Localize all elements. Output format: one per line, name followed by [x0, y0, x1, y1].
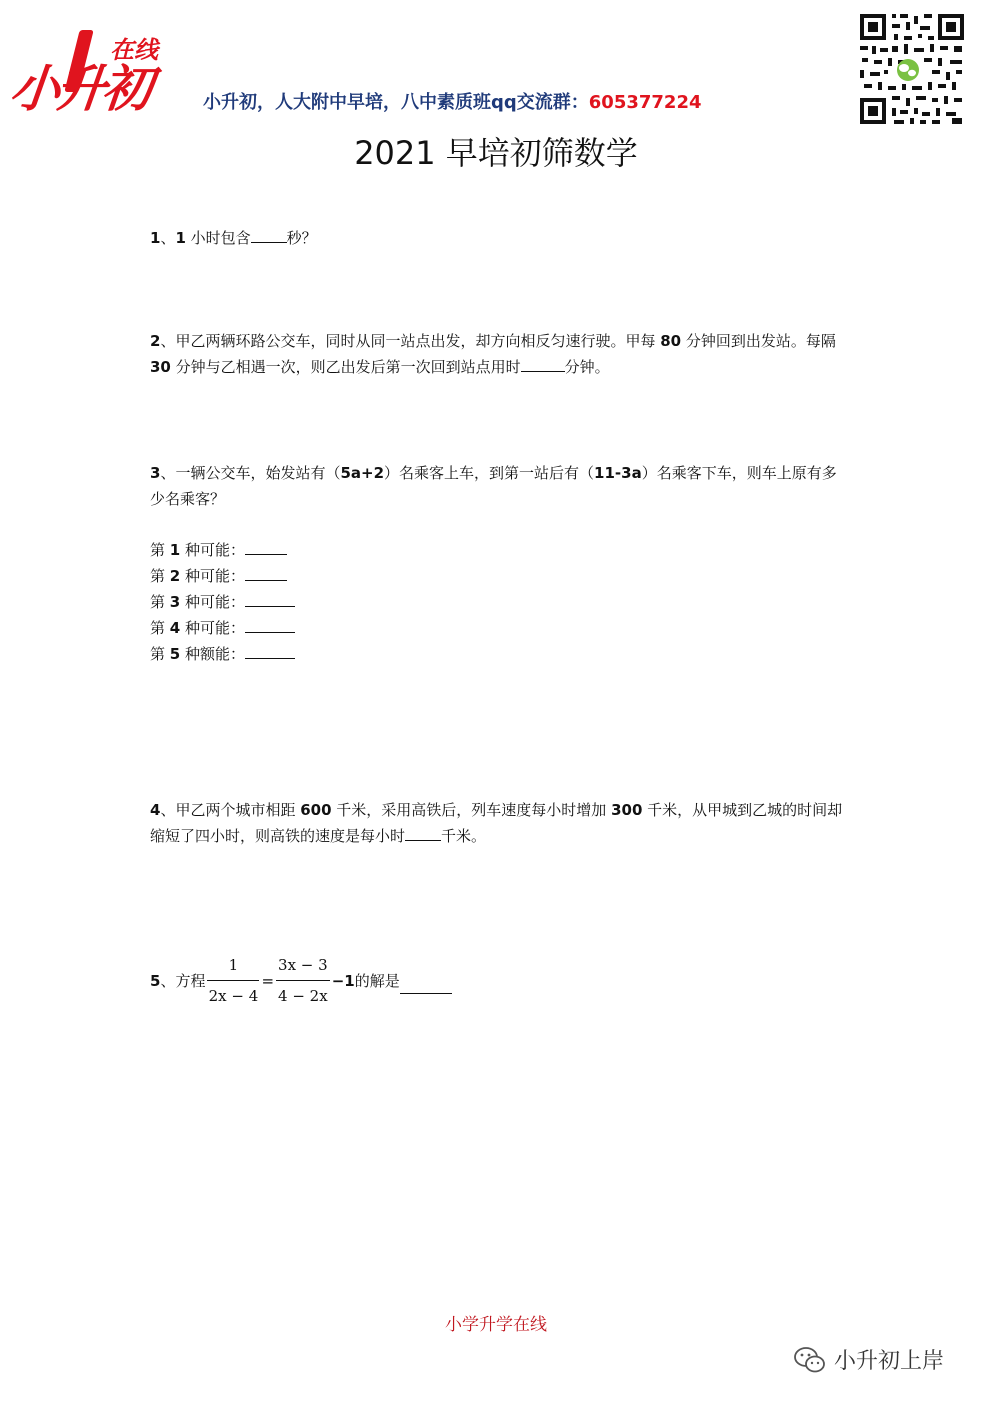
option-label: 第 — [150, 567, 170, 585]
option-label: 种可能： — [180, 567, 245, 585]
q1-text-end: 秒？ — [286, 229, 317, 247]
logo-top-text: 在线 — [110, 36, 158, 64]
question-number: 2 — [150, 332, 161, 350]
qr-code-icon — [858, 12, 966, 126]
wechat-icon — [792, 1345, 828, 1375]
q3-text: ）名乘客下车，则车上原有多少名乘客？ — [150, 464, 837, 508]
question-3 — [150, 460, 845, 512]
q2-number-80: 80 — [660, 332, 682, 350]
question-number: 5 — [150, 971, 161, 990]
header-contact-line — [203, 88, 702, 114]
q1-number: 1 — [175, 229, 186, 247]
qq-group-number: 605377224 — [588, 92, 702, 113]
q3-option-2 — [150, 563, 287, 589]
logo-main-text: 小升初 — [6, 60, 152, 118]
q3-text: ）名乘客上车，到第一站后有（ — [384, 464, 595, 482]
fraction-denominator: 4 − 2x — [278, 987, 328, 1005]
minus-one: −1 — [331, 971, 355, 990]
header-text: 小升初，人大附中早培，八中素质班qq交流群 — [203, 92, 571, 113]
option-label: 种可能： — [180, 619, 245, 637]
fraction-denominator: 2x − 4 — [208, 987, 259, 1005]
q2-text: 分钟与乙相遇一次，则乙出发后第一次回到站点用时 — [170, 358, 521, 376]
option-label: 第 — [150, 541, 170, 559]
answer-blank — [245, 644, 295, 659]
option-number: 3 — [169, 593, 181, 611]
header-colon: ： — [570, 92, 589, 113]
fraction-left — [207, 952, 259, 1009]
q5-text: 的解是 — [354, 971, 400, 990]
question-number: 3 — [150, 464, 161, 482]
option-label: 种可能： — [180, 593, 245, 611]
option-number: 4 — [169, 619, 181, 637]
q2-text-end: 分钟。 — [564, 358, 610, 376]
q4-text: 、甲乙两个城市相距 — [160, 801, 301, 819]
question-number: 1 — [150, 229, 161, 247]
option-number: 5 — [169, 645, 181, 663]
answer-blank — [405, 826, 441, 841]
question-5 — [150, 952, 845, 1009]
q2-text: 、甲乙两辆环路公交车，同时从同一站点出发，却方向相反匀速行驶。甲每 — [160, 332, 661, 350]
question-1 — [150, 225, 845, 251]
q3-option-4 — [150, 615, 295, 641]
q3-option-3 — [150, 589, 295, 615]
watermark-text: 小升初上岸 — [834, 1349, 945, 1374]
answer-blank — [245, 566, 287, 581]
q1-text: 小时包含 — [185, 229, 251, 247]
option-number: 1 — [169, 541, 181, 559]
option-label: 第 — [150, 645, 170, 663]
q3-text: 、一辆公交车，始发站有（ — [160, 464, 341, 482]
q2-text: 分钟回到出发站。每隔 — [681, 332, 836, 350]
q3-expr-2: 11-3a — [594, 464, 642, 482]
brand-logo — [6, 30, 175, 118]
question-number: 4 — [150, 801, 161, 819]
q4-text: 千米，从甲城到乙城的时间却缩短了四小时，则高铁的速度是每小时 — [150, 801, 843, 845]
question-2 — [150, 328, 845, 380]
option-label: 种额能： — [180, 645, 245, 663]
q3-option-1 — [150, 537, 287, 563]
fraction-right — [276, 952, 330, 1009]
q3-expr-1: 5a+2 — [340, 464, 385, 482]
q1-sep: 、 — [160, 229, 176, 247]
q4-number-300: 300 — [611, 801, 643, 819]
answer-blank — [400, 979, 452, 994]
question-4 — [150, 797, 845, 849]
fraction-numerator: 1 — [207, 952, 259, 981]
footer-text: 小学升学在线 — [445, 1315, 547, 1335]
q4-text: 千米，采用高铁后，列车速度每小时增加 — [331, 801, 612, 819]
page-title: 2021 早培初筛数学 — [354, 134, 638, 172]
equals-sign: = — [261, 971, 275, 990]
answer-blank — [245, 592, 295, 607]
fraction-numerator: 3x − 3 — [276, 952, 330, 981]
option-label: 第 — [150, 593, 170, 611]
q4-number-600: 600 — [300, 801, 332, 819]
q3-option-5 — [150, 641, 295, 667]
q2-number-30: 30 — [150, 358, 171, 376]
answer-blank — [245, 618, 295, 633]
q4-text-end: 千米。 — [441, 827, 487, 845]
option-label: 第 — [150, 619, 170, 637]
option-label: 种可能： — [180, 541, 245, 559]
answer-blank — [251, 228, 287, 243]
q5-text: 、方程 — [160, 971, 206, 990]
answer-blank — [521, 357, 565, 372]
watermark — [792, 1344, 944, 1375]
answer-blank — [245, 540, 287, 555]
option-number: 2 — [169, 567, 181, 585]
